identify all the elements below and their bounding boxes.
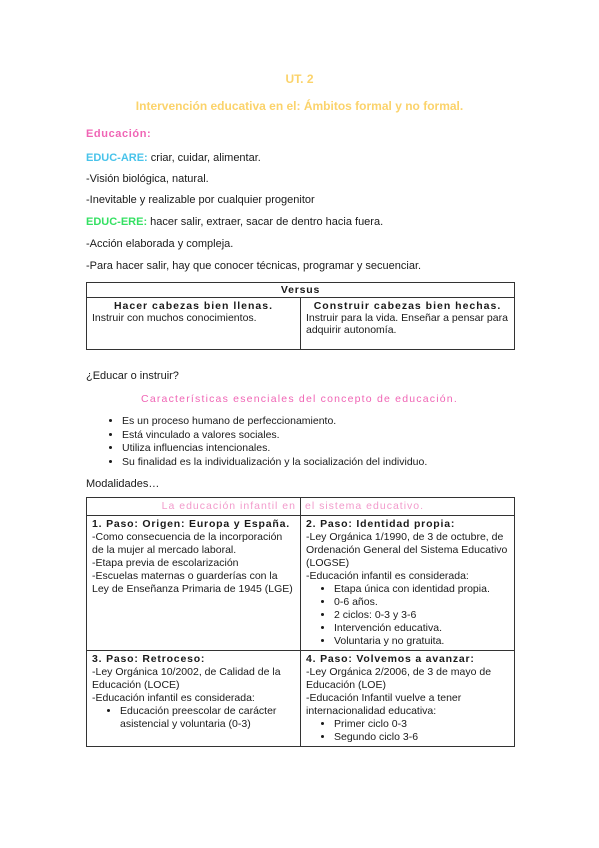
step-1-title: 1. Paso: Origen: Europa y España. [92, 518, 290, 530]
list-item: • 2 ciclos: 0-3 y 3-6 [334, 609, 509, 622]
step-3-cell [87, 651, 301, 747]
step-1-cell [87, 516, 301, 651]
caracteristicas-list [104, 415, 427, 469]
list-item: • Está vinculado a valores sociales. [122, 429, 427, 443]
list-item: • Utiliza influencias intencionales. [122, 442, 427, 456]
step-4-line: -Ley Orgánica 2/2006, de 3 de mayo de Educación (LOE) [306, 666, 492, 691]
versus-right-title: Construir cabezas bien hechas. [313, 300, 502, 312]
educare-term: EDUC-ARE: [86, 152, 148, 164]
step-4-line: -Educación Infantil vuelve a tener internacionalidad educativa: [306, 692, 462, 717]
educere-note-2: -Para hacer salir, hay que conocer técnicas, programar y secuenciar. [86, 260, 422, 272]
versus-left-text: Instruir con muchos conocimientos. [92, 312, 257, 324]
educere-line [86, 216, 383, 228]
step-4-cell [301, 651, 515, 747]
list-item: • Voluntaria y no gratuita. [334, 635, 509, 648]
educacion-heading: Educación: [86, 128, 152, 140]
modalidades-header-left: La educación infantil en [87, 498, 301, 516]
modalidades-label: Modalidades… [86, 478, 160, 490]
step-2-line: -Ley Orgánica 1/1990, de 3 de octubre, de Ordenación General del Sistema Educativo (LOGSE) [306, 531, 508, 569]
document-subtitle: Intervención educativa en el: Ámbitos formal y no formal. [135, 99, 464, 113]
versus-right-cell [301, 298, 515, 350]
step-4-title: 4. Paso: Volvemos a avanzar: [306, 653, 475, 665]
list-item: • Segundo ciclo 3-6 [334, 731, 509, 744]
versus-left-cell [87, 298, 301, 350]
educare-note-1: -Visión biológica, natural. [86, 173, 209, 185]
versus-header: Versus [87, 283, 515, 298]
caracteristicas-heading: Características esenciales del concepto de educación. [141, 393, 458, 405]
versus-left-title: Hacer cabezas bien llenas. [113, 300, 274, 312]
step-2-line: -Educación infantil es considerada: [306, 570, 469, 582]
educare-line [86, 152, 261, 164]
step-3-line: -Educación infantil es considerada: [92, 692, 255, 704]
step-1-line: -Etapa previa de escolarización [92, 557, 239, 569]
educere-note-1: -Acción elaborada y compleja. [86, 238, 234, 250]
educere-text: hacer salir, extraer, sacar de dentro hacia fuera. [147, 216, 384, 228]
step-1-line: -Escuelas maternas o guarderías con la Ley de Enseñanza Primaria de 1945 (LGE) [92, 570, 293, 595]
step-2-bullets [306, 583, 509, 648]
educere-term: EDUC-ERE: [86, 216, 148, 228]
modalidades-table [86, 497, 515, 747]
step-3-bullets [92, 705, 295, 731]
step-3-title: 3. Paso: Retroceso: [92, 653, 206, 665]
list-item: • Educación preescolar de carácter asistencial y voluntaria (0-3) [120, 705, 295, 731]
step-2-title: 2. Paso: Identidad propia: [306, 518, 456, 530]
versus-right-text: Instruir para la vida. Enseñar a pensar para adquirir autonomía. [306, 312, 508, 336]
step-3-line: -Ley Orgánica 10/2002, de Calidad de la Educación (LOCE) [92, 666, 281, 691]
step-1-line: -Como consecuencia de la incorporación de la mujer al mercado laboral. [92, 531, 283, 556]
document-title: UT. 2 [285, 72, 314, 86]
list-item: • Su finalidad es la individualización y la socialización del individuo. [122, 456, 427, 470]
versus-table [86, 282, 515, 350]
list-item: • Etapa única con identidad propia. [334, 583, 509, 596]
list-item: • Es un proceso humano de perfeccionamiento. [122, 415, 427, 429]
modalidades-header-right: el sistema educativo. [301, 498, 515, 516]
list-item: • 0-6 años. [334, 596, 509, 609]
step-2-cell [301, 516, 515, 651]
educare-note-2: -Inevitable y realizable por cualquier progenitor [86, 194, 315, 206]
list-item: • Primer ciclo 0-3 [334, 718, 509, 731]
question-line: ¿Educar o instruir? [86, 370, 179, 382]
step-4-bullets [306, 718, 509, 744]
list-item: • Intervención educativa. [334, 622, 509, 635]
educare-text: criar, cuidar, alimentar. [147, 152, 261, 164]
